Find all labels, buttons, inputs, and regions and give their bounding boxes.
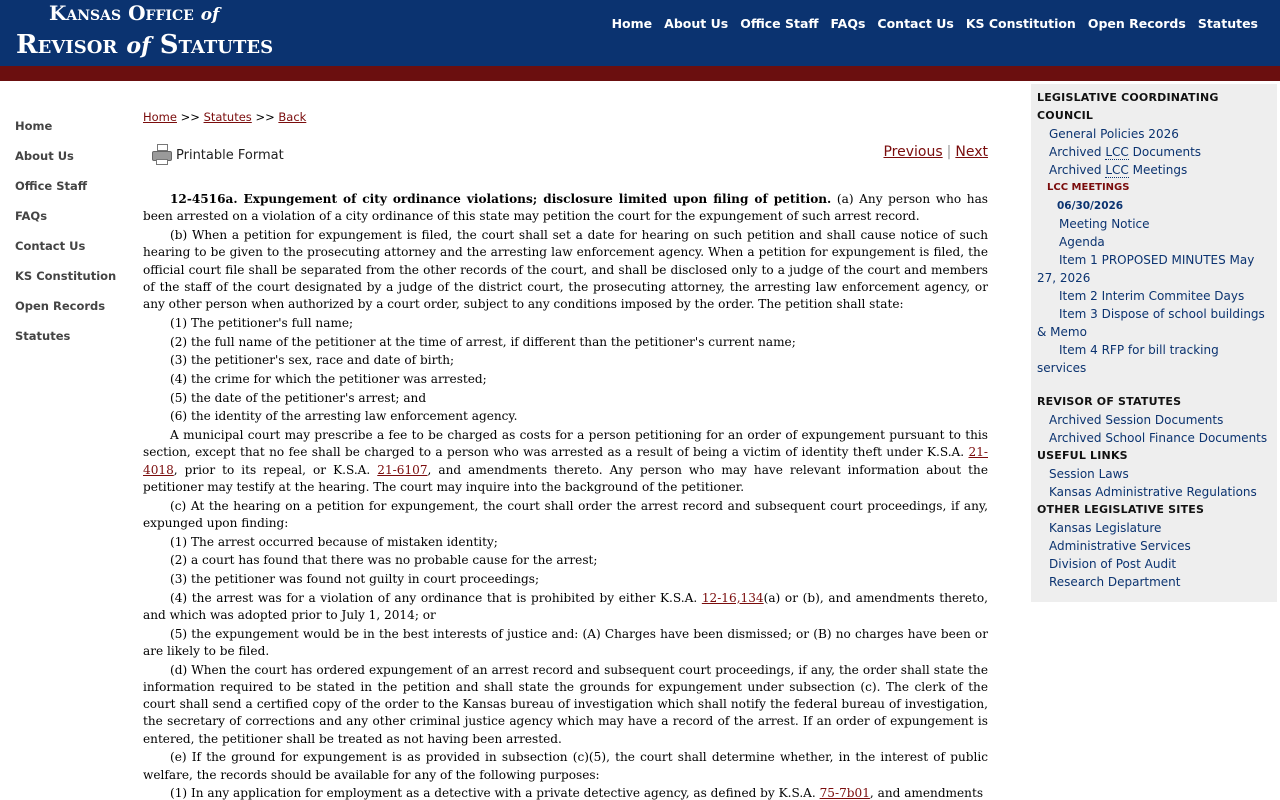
breadcrumb-home[interactable]: Home — [143, 110, 177, 124]
header-accent-bar — [0, 66, 1280, 81]
lcc-meetings-heading: LCC MEETINGS — [1047, 182, 1130, 193]
meeting-date: 06/30/2026 — [1057, 200, 1124, 212]
logo-text-of-2: of — [126, 33, 151, 59]
statute-paragraph: (b) When a petition for expungement is filed, the court shall set a date for hearing on such petition and shall cause notice of such hearing to be given to the prosecuting attorney and the arresting law enforcement agency. When a petition for expungement is filed, the official court file shall be separated from the other records of the court, and shall be disclosed only to a judge of the court and members of the staff of the court designated by a judge of the district court, the prosecuting attorney, the arresting law enforcement agency, or any other person when authorized by a court order, subject to any conditions imposed by the order. The petition shall state: — [143, 227, 988, 312]
breadcrumb-statutes[interactable]: Statutes — [203, 110, 252, 124]
statute-text-span: , and amendments thereto. Any person who may have relevant information about the petitioner may testify at the hearing. The court may inquire into the background of the petitioner. — [143, 462, 988, 494]
revisor-heading: REVISOR OF STATUTES — [1037, 395, 1182, 408]
general-policies-link[interactable]: General Policies 2026 — [1049, 127, 1179, 141]
left-nav-open-records[interactable]: Open Records — [15, 299, 106, 313]
top-nav-statutes[interactable]: Statutes — [1197, 16, 1258, 31]
statute-list-item: (3) the petitioner was found not guilty in court proceedings; — [170, 571, 540, 586]
right-sidebar — [1031, 84, 1277, 602]
statute-text-span: , prior to its repeal, or K.S.A. — [173, 462, 378, 477]
statute-link-21-4018[interactable]: 21-4018 — [143, 445, 988, 477]
statute-list-item: (5) the expungement would be in the best interests of justice and: (A) Charges have been dismissed; or (B) no charges have been or are likely to be filed. — [143, 626, 988, 658]
statute-list-item: (4) the crime for which the petitioner was arrested; — [170, 371, 487, 386]
breadcrumb — [143, 110, 988, 124]
archived-lcc-meetings-link[interactable] — [1037, 161, 1271, 179]
breadcrumb-back[interactable]: Back — [278, 110, 307, 124]
prev-next-nav — [883, 144, 988, 160]
breadcrumb-separator: >> — [176, 110, 204, 124]
statute-list-item — [143, 785, 988, 800]
lcc-heading: LEGISLATIVE COORDINATING COUNCIL — [1037, 91, 1219, 122]
logo-text-revisor: Revisor — [16, 30, 127, 60]
other-sites-heading: OTHER LEGISLATIVE SITES — [1037, 503, 1205, 516]
item-3-link[interactable]: Item 3 Dispose of school buildings & Memo — [1037, 307, 1265, 339]
main-content — [143, 110, 988, 800]
item-2-link[interactable]: Item 2 Interim Commitee Days — [1059, 289, 1245, 303]
statute-section-title: 12-4516a. Expungement of city ordinance violations; disclosure limited upon filing of petition. — [170, 192, 832, 206]
kansas-legislature-link[interactable]: Kansas Legislature — [1049, 521, 1162, 535]
statute-list-item: (2) the full name of the petitioner at the time of arrest, if different than the petitioner's current name; — [170, 334, 796, 349]
statute-text-span: (a) Any person who has been arrested on a violation of a city ordinance of this state may petition the court for the expungement of such arrest record. — [143, 192, 989, 224]
statute-list-item: (3) the petitioner's sex, race and date of birth; — [170, 353, 455, 368]
top-nav-home[interactable]: Home — [611, 16, 653, 31]
statute-text-span: (a) or (b), and amendments thereto, and which was adopted prior to July 1, 2014; or — [143, 590, 988, 622]
item-1-link[interactable]: Item 1 PROPOSED MINUTES May 27, 2026 — [1037, 253, 1255, 285]
archived-school-finance-link[interactable]: Archived School Finance Documents — [1049, 431, 1268, 445]
useful-links-heading: USEFUL LINKS — [1037, 449, 1128, 462]
printable-format-link[interactable] — [151, 144, 284, 166]
statute-paragraph — [143, 427, 988, 496]
left-nav-home[interactable]: Home — [15, 119, 53, 133]
previous-link[interactable]: Previous — [883, 144, 943, 160]
statute-list-item: (6) the identity of the arresting law enforcement agency. — [170, 409, 518, 424]
site-header — [0, 0, 1280, 66]
statute-list-item: (1) The arrest occurred because of mistaken identity; — [170, 534, 498, 549]
top-nav-faqs[interactable]: FAQs — [830, 16, 866, 31]
left-nav-statutes[interactable]: Statutes — [15, 329, 71, 343]
statute-text — [143, 191, 988, 800]
logo-text-statutes: Statutes — [150, 30, 274, 60]
statute-list-item: (1) The petitioner's full name; — [170, 315, 354, 330]
lcc-abbr: LCC — [1105, 163, 1129, 177]
link-text: Documents — [1128, 145, 1202, 159]
top-nav-office-staff[interactable]: Office Staff — [740, 16, 819, 31]
left-nav-faqs[interactable]: FAQs — [15, 209, 48, 223]
logo-line-2 — [16, 32, 273, 58]
item-4-link[interactable]: Item 4 RFP for bill tracking services — [1037, 343, 1219, 375]
statute-text-span: A municipal court may prescribe a fee to be charged as costs for a person petitioning for an order of expungement pursuant to this section, except that no fee shall be charged to a person who was arrested as a result of being a victim of identity theft under K.S.A. — [143, 427, 988, 460]
top-nav-contact-us[interactable]: Contact Us — [877, 16, 954, 31]
statute-paragraph: (e) If the ground for expungement is as provided in subsection (c)(5), the court shall determine whether, in the interest of public welfare, the records should be available for any of the following purposes: — [143, 750, 988, 782]
printer-icon — [151, 144, 173, 166]
breadcrumb-separator: >> — [251, 110, 279, 124]
archived-session-documents-link[interactable]: Archived Session Documents — [1049, 413, 1224, 427]
left-nav-contact-us[interactable]: Contact Us — [15, 239, 86, 253]
link-text: Meetings — [1128, 163, 1188, 177]
agenda-link[interactable]: Agenda — [1059, 235, 1105, 249]
archived-lcc-documents-link[interactable] — [1037, 143, 1271, 161]
statute-paragraph: (c) At the hearing on a petition for expungement, the court shall order the arrest record and subsequent court proceedings, if any, expunged upon finding: — [143, 498, 988, 530]
logo-text-of: of — [200, 5, 220, 25]
statute-text-span: (4) the arrest was for a violation of any ordinance that is prohibited by either K.S.A. — [170, 590, 702, 605]
kansas-administrative-regulations-link[interactable]: Kansas Administrative Regulations — [1049, 485, 1257, 499]
statute-toolbar — [143, 144, 988, 184]
top-nav-open-records[interactable]: Open Records — [1087, 16, 1186, 31]
statute-text-span: , and amendments — [869, 786, 984, 800]
division-of-post-audit-link[interactable]: Division of Post Audit — [1049, 557, 1177, 571]
statute-paragraph — [143, 191, 988, 226]
link-text: Archived — [1049, 163, 1106, 177]
next-link[interactable]: Next — [955, 144, 988, 160]
logo-text-kansas-office: Kansas Office — [49, 1, 201, 25]
sidebar-spacer — [1037, 377, 1271, 393]
logo-line-1 — [49, 3, 219, 24]
statute-list-item: (2) a court has found that there was no probable cause for the arrest; — [170, 553, 598, 568]
statute-link-21-6107[interactable]: 21-6107 — [377, 462, 428, 477]
session-laws-link[interactable]: Session Laws — [1049, 467, 1129, 481]
statute-text-span: (1) In any application for employment as a detective with a private detective agency, as defined by K.S.A. — [170, 786, 820, 800]
statute-list-item: (5) the date of the petitioner's arrest; and — [170, 390, 427, 405]
left-nav-ks-constitution[interactable]: KS Constitution — [15, 269, 117, 283]
top-nav-ks-constitution[interactable]: KS Constitution — [965, 16, 1076, 31]
statute-paragraph: (d) When the court has ordered expungement of an arrest record and subsequent court proceedings, if any, the order shall state the information required to be stated in the petition and shall state the grounds for expungement under subsection (c). The clerk of the court shall send a certified copy of the order to the Kansas bureau of investigation which shall notify the federal bureau of investigation, the secretary of corrections and any other criminal justice agency which may have a record of the arrest. If an order of expungement is entered, the petitioner shall be treated as not having been arrested. — [143, 662, 988, 746]
statute-link-75-7b01[interactable]: 75-7b01 — [819, 786, 870, 800]
left-nav-about-us[interactable]: About Us — [15, 149, 74, 163]
statute-link-12-16-134[interactable]: 12-16,134 — [701, 590, 764, 605]
top-nav-about-us[interactable]: About Us — [664, 16, 729, 31]
meeting-notice-link[interactable]: Meeting Notice — [1059, 217, 1150, 231]
left-nav-office-staff[interactable]: Office Staff — [15, 179, 88, 193]
link-text: Archived — [1049, 145, 1106, 159]
left-nav — [15, 118, 135, 358]
statute-list-item — [143, 590, 988, 625]
research-department-link[interactable]: Research Department — [1049, 575, 1181, 589]
administrative-services-link[interactable]: Administrative Services — [1049, 539, 1191, 553]
top-nav — [600, 16, 1258, 31]
lcc-abbr: LCC — [1105, 145, 1129, 159]
printable-format-label: Printable Format — [176, 147, 284, 163]
prev-next-separator: | — [946, 144, 952, 160]
